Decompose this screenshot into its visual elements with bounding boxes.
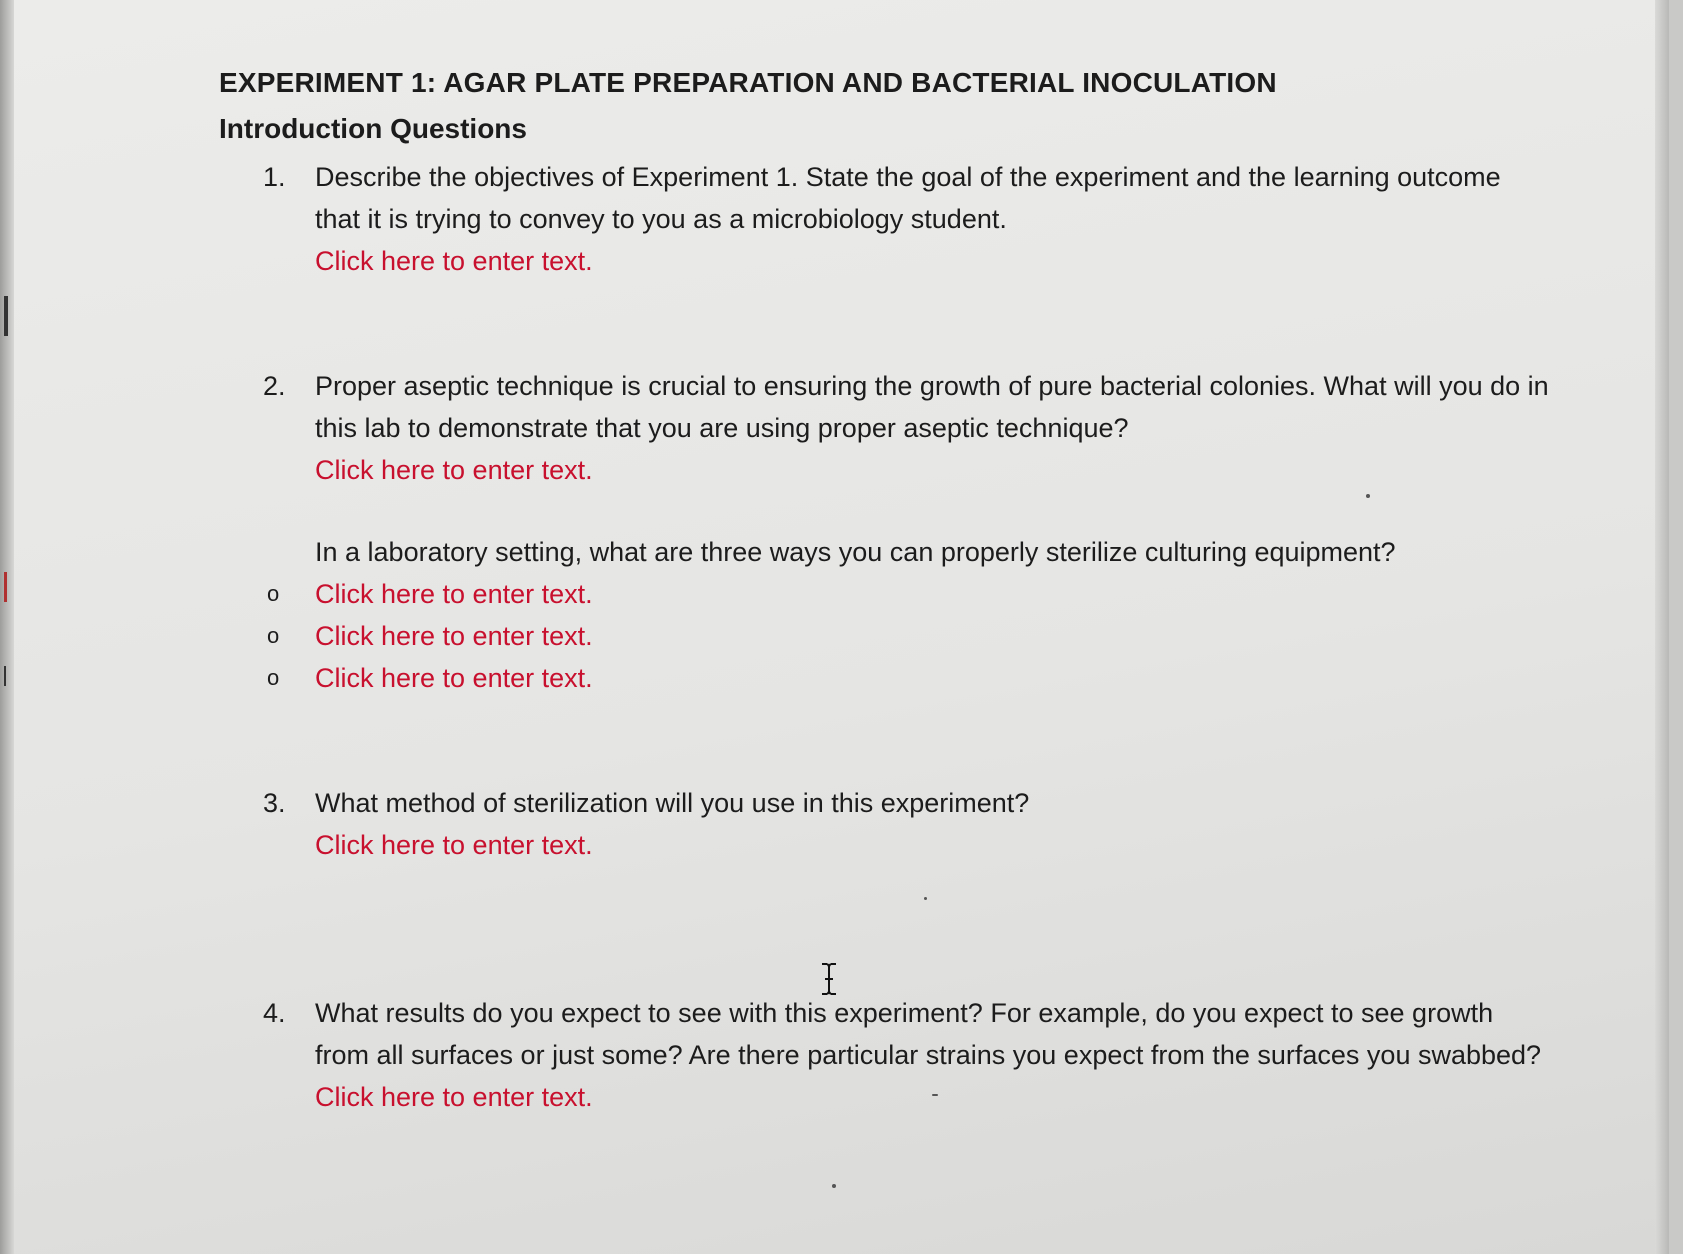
- list-item: [219, 573, 1549, 615]
- edge-artifact: [4, 666, 6, 686]
- question-text: Describe the objectives of Experiment 1. State the goal of the experiment and the learning outcome that it is trying to convey to you as a microbiology student.: [315, 162, 1501, 234]
- text-entry-field[interactable]: Click here to enter text.: [315, 663, 593, 693]
- question-text: Proper aseptic technique is crucial to ensuring the growth of pure bacterial colonies. What will you do in this lab to demonstrate that you are using proper aseptic technique?: [315, 371, 1549, 443]
- page-right-shadow: [1655, 0, 1669, 1254]
- question-4: [219, 992, 1549, 1118]
- question-number: 1.: [263, 162, 286, 192]
- sterilization-methods-list: [219, 573, 1549, 699]
- hollow-bullet-icon: o: [267, 623, 280, 648]
- question-2: [219, 365, 1549, 573]
- text-entry-field[interactable]: Click here to enter text.: [315, 621, 593, 651]
- question-text: What method of sterilization will you use in this experiment?: [315, 788, 1030, 818]
- text-entry-field[interactable]: Click here to enter text.: [315, 579, 593, 609]
- dust-speck: [924, 897, 927, 900]
- document-body: [219, 62, 1549, 1118]
- dust-speck: [832, 1184, 836, 1188]
- edge-artifact: [4, 572, 7, 602]
- text-entry-field[interactable]: Click here to enter text.: [315, 246, 593, 276]
- question-number: 3.: [263, 788, 286, 818]
- hollow-bullet-icon: o: [267, 665, 280, 690]
- document-title: EXPERIMENT 1: AGAR PLATE PREPARATION AND BACTERIAL INOCULATION: [219, 67, 1277, 98]
- text-entry-field[interactable]: Click here to enter text.: [315, 455, 593, 485]
- text-entry-field[interactable]: Click here to enter text.: [315, 830, 593, 860]
- list-item: [219, 657, 1549, 699]
- section-heading: Introduction Questions: [219, 113, 527, 144]
- sub-question-text: In a laboratory setting, what are three ways you can properly sterilize culturing equipment?: [315, 537, 1396, 567]
- hollow-bullet-icon: o: [267, 581, 280, 606]
- list-item: [219, 615, 1549, 657]
- dust-speck: [932, 1094, 938, 1096]
- dust-speck: [1366, 494, 1370, 498]
- question-1: [219, 156, 1549, 282]
- text-entry-field[interactable]: Click here to enter text.: [315, 1082, 593, 1112]
- question-number: 4.: [263, 998, 286, 1028]
- edge-artifact: [4, 296, 8, 336]
- screen-left-edge: [0, 0, 14, 1254]
- text-cursor-ibeam-icon: [819, 962, 839, 996]
- question-number: 2.: [263, 371, 286, 401]
- question-3: [219, 782, 1549, 866]
- question-text: What results do you expect to see with this experiment? For example, do you expect to see growth from all surfaces or just some? Are there particular strains you expect from the surfaces you swabbed?: [315, 998, 1542, 1070]
- document-page: [14, 0, 1669, 1254]
